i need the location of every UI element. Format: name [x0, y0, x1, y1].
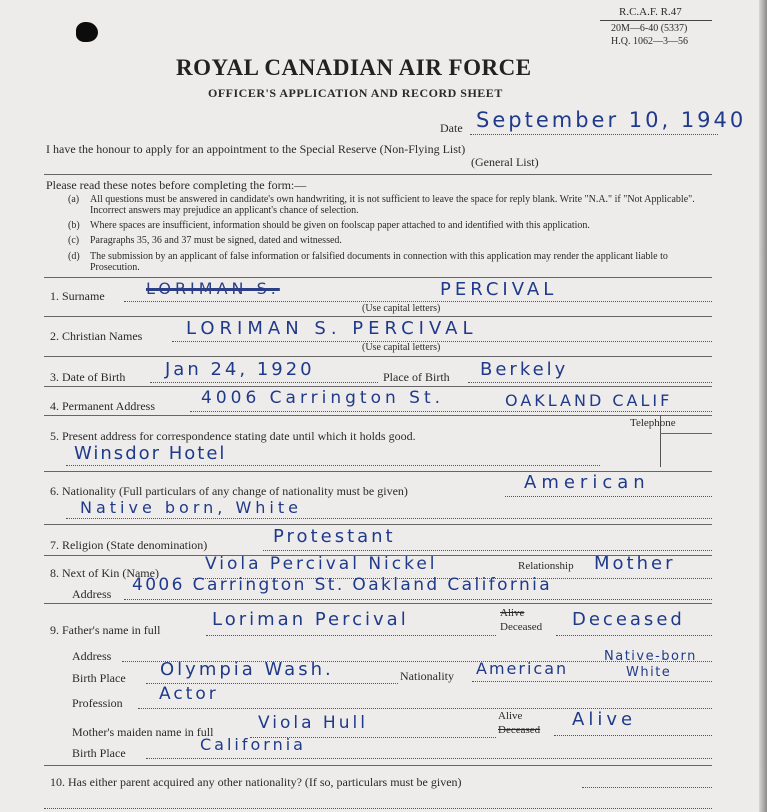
date-label: Date: [440, 121, 463, 135]
use-capitals-note-2: (Use capital letters): [362, 342, 441, 353]
relationship-label: Relationship: [518, 560, 574, 572]
note-d-mark: (d): [68, 251, 80, 262]
father-birthplace-value: Olympia Wash.: [160, 659, 334, 680]
apply-general-list: (General List): [471, 155, 539, 169]
application-sheet: ⠀ R.C.A.F. R.47 20M—6-40 (5337) H.Q. 1062—3—56 ROYAL CANADIAN AIR FORCE OFFICER'S APPLICATION AND RECORD SHEET Date September 10, 1940 I have the honour to apply for an appointment to the Special Reserve (Non-Flying List) (General List) Please read these notes before completing the form:— (a) All questions must be answered in candidate's own handwriting, it is not sufficient to leave the space for reply blank. Write "N.A." if "Not Applicable". Incorrect answers may prejudice an applicant's chance of selection. (b) Where spaces are insufficient, information should be given on foolscap paper attached to and identified with this application. (c) Paragraphs 35, 36 and 37 must be signed, dated and witnessed. (d) The submission by an applicant of false information or falsified documents in connection with this application may render the applicant liable to Prosecution. 1. Surname LORIMAN S. PERCIVAL (Use capital letters) 2. Christian Names LORIMAN S. PERCIVAL (Use capital letters) 3. Date of Birth Jan 24, 1920 Place of Birth Berkely 4. Permanent Address 4006 Carrington St. OAKLAND CALIF 5. Present address for correspondence stating date until which it holds good. Telephone Winsdor Hotel 6. Nationality (Full particulars of any change of nationality must be given) American Native born, White 7. Religion (State denomination) Protestant 8. Next of Kin (Name) Viola Percival Nickel Relationship Mother Address 4006 Carrington St. Oakland California 9. Father's name in full Loriman Percival Alive Deceased Deceased Address Birth Place Olympia Wash. Nationality American Native-born White Profession Actor Mother's maiden name in full Viola Hull Alive Deceased Alive Birth Place California 10. Has either parent acquired any other nationality? (If so, particulars must be given): [0, 0, 767, 812]
hq-code: H.Q. 1062—3—56: [611, 36, 688, 47]
date-value: September 10, 1940: [476, 108, 747, 132]
punch-hole: [76, 22, 98, 42]
nationality-value: American: [524, 472, 650, 493]
christian-names-value: LORIMAN S. PERCIVAL: [186, 318, 478, 339]
surname-struck: LORIMAN S.: [146, 279, 280, 298]
note-d: The submission by an applicant of false information or falsified documents in connection with this application may render the applicant liable to Prosecution.: [90, 251, 668, 273]
profession-label: Profession: [72, 696, 123, 710]
note-b: Where spaces are insufficient, information should be given on foolscap paper attached to and identified with this application.: [90, 220, 590, 231]
nationality-details: Native born, White: [80, 498, 302, 517]
next-of-kin-label: 8. Next of Kin (Name): [50, 566, 159, 580]
permanent-address-city: OAKLAND CALIF: [505, 391, 673, 410]
father-nationality-label: Nationality: [400, 669, 454, 683]
nationality-label: 6. Nationality (Full particulars of any change of nationality must be given): [50, 484, 408, 498]
mother-status-value: Alive: [572, 709, 637, 730]
dob-value: Jan 24, 1920: [165, 359, 315, 380]
form-code: R.C.A.F. R.47: [619, 6, 682, 18]
kin-address-value: 4006 Carrington St. Oakland California: [132, 575, 553, 595]
form-title: ROYAL CANADIAN AIR FORCE: [176, 55, 532, 80]
father-birthplace-label: Birth Place: [72, 671, 126, 685]
pob-label: Place of Birth: [383, 370, 450, 384]
permanent-address-value: 4006 Carrington St.: [201, 388, 445, 408]
use-capitals-note: (Use capital letters): [362, 303, 441, 314]
profession-value: Actor: [159, 684, 219, 704]
note-c: Paragraphs 35, 36 and 37 must be signed, dated and witnessed.: [90, 235, 342, 246]
surname-value: PERCIVAL: [440, 279, 558, 300]
print-code: 20M—6-40 (5337): [611, 23, 688, 34]
mother-name-value: Viola Hull: [258, 713, 368, 733]
father-name-value: Loriman Percival: [212, 609, 409, 630]
relationship-value: Mother: [594, 553, 676, 574]
father-nationality-value: American: [476, 659, 569, 678]
mother-deceased-label: Deceased: [498, 724, 541, 736]
apply-line: I have the honour to apply for an appointment to the Special Reserve (Non-Flying List): [46, 142, 466, 156]
next-of-kin-value: Viola Percival Nickel: [205, 554, 438, 574]
note-c-mark: (c): [68, 235, 80, 246]
page-edge-shadow: [759, 0, 767, 812]
father-race-note: White: [626, 665, 672, 680]
note-a: All questions must be answered in candidate's own handwriting, it is not sufficient to leave the space for reply blank. Write "N.A." if "Not Applicable". Incorrect answers may prejudice an applicant's chance of selection.: [90, 194, 695, 216]
christian-names-label: 2. Christian Names: [50, 329, 143, 343]
pob-value: Berkely: [480, 359, 569, 380]
surname-label: 1. Surname: [50, 289, 105, 303]
notes-intro: Please read these notes before completing the form:—: [46, 178, 307, 192]
father-address-label: Address: [72, 649, 112, 663]
father-alive-label: Alive: [500, 607, 525, 619]
father-status-value: Deceased: [572, 609, 685, 630]
father-deceased-label: Deceased: [500, 621, 543, 633]
father-nationality-note: Native-born: [604, 649, 697, 664]
father-name-label: 9. Father's name in full: [50, 623, 161, 637]
mother-birthplace-value: California: [200, 735, 306, 754]
present-address-value: Winsdor Hotel: [74, 443, 227, 464]
note-a-mark: (a): [68, 194, 80, 205]
telephone-label: Telephone: [630, 417, 676, 429]
mother-birthplace-label: Birth Place: [72, 746, 126, 760]
note-b-mark: (b): [68, 220, 80, 231]
religion-value: Protestant: [273, 526, 396, 547]
form-subtitle: OFFICER'S APPLICATION AND RECORD SHEET: [208, 86, 503, 100]
kin-address-label: Address: [72, 587, 112, 601]
mother-name-label: Mother's maiden name in full: [72, 725, 214, 739]
question-10-label: 10. Has either parent acquired any other nationality? (If so, particulars must be given): [50, 775, 462, 789]
present-address-label: 5. Present address for correspondence stating date until which it holds good.: [50, 429, 416, 443]
dob-label: 3. Date of Birth: [50, 370, 126, 384]
permanent-address-label: 4. Permanent Address: [50, 399, 155, 413]
mother-alive-label: Alive: [498, 710, 523, 722]
religion-label: 7. Religion (State denomination): [50, 538, 208, 552]
